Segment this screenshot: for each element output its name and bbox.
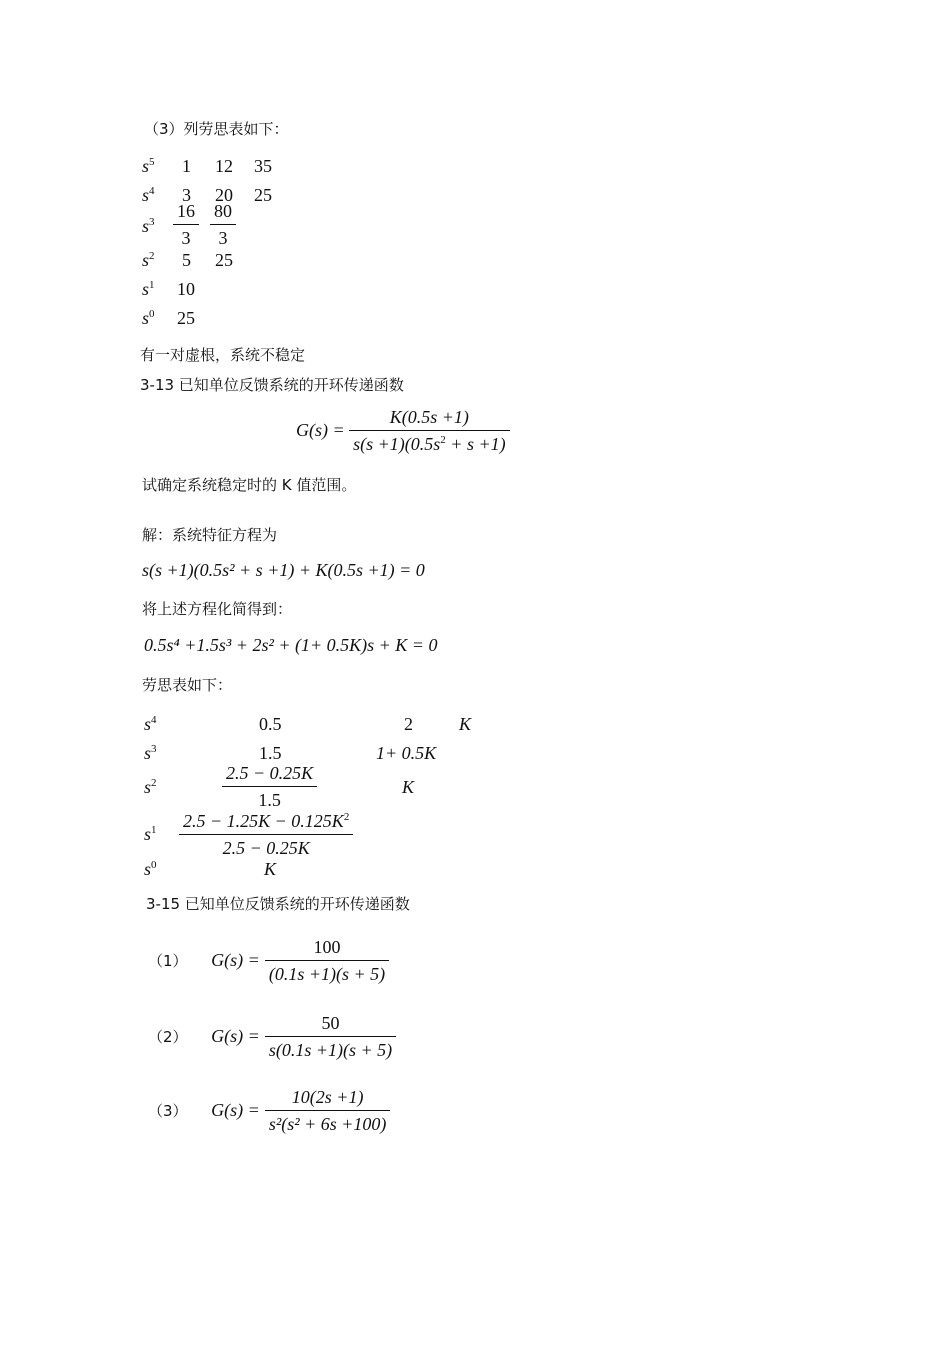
g-fraction: $\frac{10(2s +1)}{\text{s²(s² + 6s +100)}}$ <box>265 1086 391 1135</box>
table-cell: 35 <box>254 156 272 176</box>
row-label-s2: $s^2$ <box>142 250 155 270</box>
transfer-function-3-13 <box>296 406 510 455</box>
g-fraction: $\frac{K(0.5s +1)}{s(s +1)(0.5s^2 + s +1)}$ <box>349 406 509 455</box>
g-fraction: $\frac{50}{s(0.1s +1)(s + 5)}$ <box>265 1012 396 1061</box>
table-cell: 3 <box>182 185 191 205</box>
routh-label: 劳思表如下： <box>142 676 233 694</box>
table-cell: 12 <box>215 156 233 176</box>
item-label: （2） <box>148 1028 188 1046</box>
s1-fraction: $\frac{2.5 - 1.25K - 0.125K^2}{2.5 - 0.25K}$ <box>179 810 353 859</box>
transfer-function-item <box>148 1012 396 1061</box>
characteristic-polynomial: 0.5s⁴ +1.5s³ + 2s² + (1+ 0.5K)s + K = 0 <box>144 635 438 655</box>
table-cell: 1 <box>182 156 191 176</box>
row-label-s4: $s^4$ <box>142 185 155 205</box>
task-text: 试确定系统稳定时的 K 值范围。 <box>142 476 357 494</box>
g-lhs: G(s) = <box>296 420 345 440</box>
characteristic-equation: s(s +1)(0.5s² + s +1) + K(0.5s +1) = 0 <box>142 560 425 580</box>
table-cell: 25 <box>177 308 195 328</box>
g-fraction: $\frac{100}{(0.1s +1)(s + 5)}$ <box>265 936 389 985</box>
g-lhs: G(s) = <box>211 1100 260 1120</box>
g-lhs: G(s) = <box>211 1026 260 1046</box>
fraction-16-3: $\frac{16}{3}$ <box>173 200 199 249</box>
table-cell: K <box>264 859 277 879</box>
table-cell: 20 <box>215 185 233 205</box>
table-cell: 25 <box>215 250 233 270</box>
table-cell: 0.5 <box>259 714 282 734</box>
g-lhs: G(s) = <box>211 950 260 970</box>
item-label: （3） <box>148 1102 188 1120</box>
fraction-80-3: $\frac{80}{3}$ <box>210 200 236 249</box>
transfer-function-item <box>148 1086 390 1135</box>
transfer-function-item <box>148 936 389 985</box>
table-cell: 1.5 <box>259 743 282 763</box>
problem-3-15-title: 3-15 已知单位反馈系统的开环传递函数 <box>146 895 410 913</box>
section-heading: （3）列劳思表如下： <box>144 120 289 138</box>
table-cell: 1+ 0.5K <box>376 743 437 763</box>
s2-fraction: $\frac{2.5 - 0.25K}{1.5}$ <box>222 762 317 811</box>
row-label-s3: $s^3$ <box>142 216 155 236</box>
simplify-label: 将上述方程化简得到： <box>142 600 293 618</box>
conclusion-text: 有一对虚根，系统不稳定 <box>140 346 306 364</box>
table-cell: K <box>402 777 415 797</box>
table-cell: 2 <box>404 714 413 734</box>
table-cell: 10 <box>177 279 195 299</box>
row-label-s5: $s^5$ <box>142 156 155 176</box>
row-label-s3: $s^3$ <box>144 743 157 763</box>
row-label-s2: $s^2$ <box>144 777 157 797</box>
table-cell: 5 <box>182 250 191 270</box>
table-cell: 25 <box>254 185 272 205</box>
row-label-s0: $s^0$ <box>142 308 155 328</box>
problem-3-13-title: 3-13 已知单位反馈系统的开环传递函数 <box>140 376 404 394</box>
row-label-s1: $s^1$ <box>144 824 157 844</box>
table-cell: K <box>459 714 472 734</box>
row-label-s1: $s^1$ <box>142 279 155 299</box>
row-label-s0: $s^0$ <box>144 859 157 879</box>
item-label: （1） <box>148 952 188 970</box>
solution-label: 解：系统特征方程为 <box>142 526 278 544</box>
row-label-s4: $s^4$ <box>144 714 157 734</box>
